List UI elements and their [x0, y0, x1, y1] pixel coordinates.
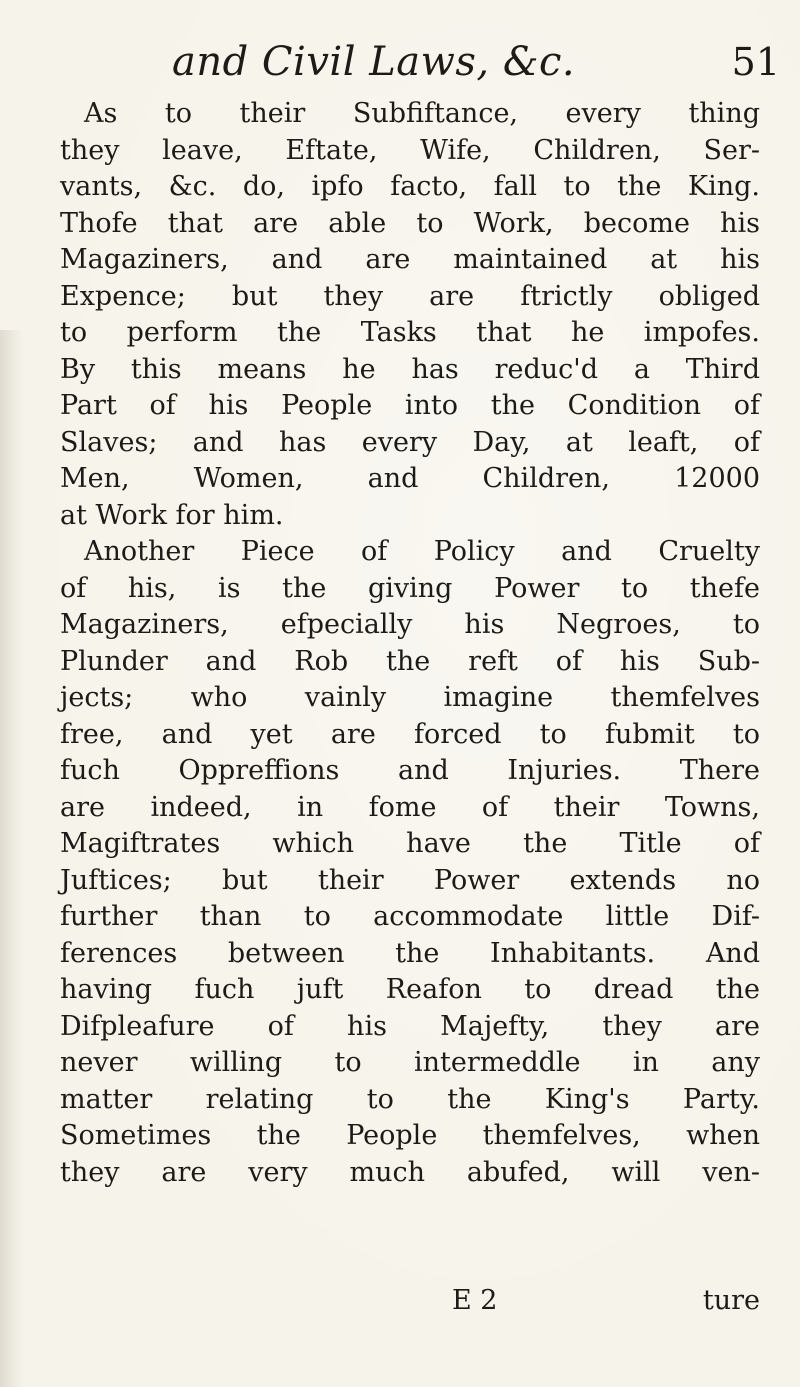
text-line: Magaziners, and are maintained at his	[60, 244, 760, 275]
text-line: Plunder and Rob the reft of his Sub-	[60, 645, 760, 677]
text-line: having fuch juft Reafon to dread the	[60, 974, 760, 1005]
text-line: never willing to intermeddle in any	[60, 1047, 760, 1078]
text-line: By this means he has reduc'd a Third	[60, 353, 760, 385]
text-line: they are very much abufed, will ven-	[60, 1156, 760, 1188]
text-line: at Work for him.	[60, 499, 284, 531]
text-line: of his, is the giving Power to thefe	[60, 572, 760, 604]
text-line: Magiftrates which have the Title of	[60, 828, 760, 859]
text-line: Part of his People into the Condition of	[60, 390, 760, 421]
text-line: they leave, Eftate, Wife, Children, Ser-	[60, 134, 760, 166]
text-line: ferences between the Inhabitants. And	[60, 937, 760, 969]
text-line: fuch Oppreffions and Injuries. There	[60, 755, 760, 786]
text-line: to perform the Tasks that he impofes.	[60, 317, 760, 348]
text-line: jects; who vainly imagine themfelves	[60, 682, 760, 713]
gutter-shadow	[0, 330, 22, 1387]
text-line: matter relating to the King's Party.	[60, 1083, 760, 1115]
text-line: Sometimes the People themfelves, when	[60, 1120, 760, 1151]
body-text	[60, 96, 760, 1191]
catch-line	[60, 1283, 760, 1319]
text-line: Thofe that are able to Work, become his	[60, 207, 760, 239]
text-line: further than to accommodate little Dif-	[60, 901, 760, 932]
text-line: Difpleafure of his Majefty, they are	[60, 1010, 760, 1042]
page-header	[172, 38, 780, 98]
text-line: As to their Subfiftance, every thing	[84, 98, 760, 129]
text-line: Magaziners, efpecially his Negroes, to	[60, 609, 760, 640]
text-line: Expence; but they are ftrictly obliged	[60, 280, 760, 312]
text-line: Juftices; but their Power extends no	[60, 864, 760, 896]
signature-mark: E 2	[452, 1285, 498, 1316]
text-line: are indeed, in fome of their Towns,	[60, 791, 760, 823]
text-line: vants, &c. do, ipfo facto, fall to the King.	[60, 171, 760, 202]
page-number: 51	[731, 40, 780, 84]
text-line: Men, Women, and Children, 12000	[60, 463, 760, 494]
catchword: ture	[702, 1285, 760, 1316]
text-line: Slaves; and has every Day, at leaft, of	[60, 426, 760, 458]
text-line: Another Piece of Policy and Cruelty	[84, 536, 760, 567]
text-line: free, and yet are forced to fubmit to	[60, 718, 760, 750]
running-title: and Civil Laws, &c.	[172, 39, 576, 85]
